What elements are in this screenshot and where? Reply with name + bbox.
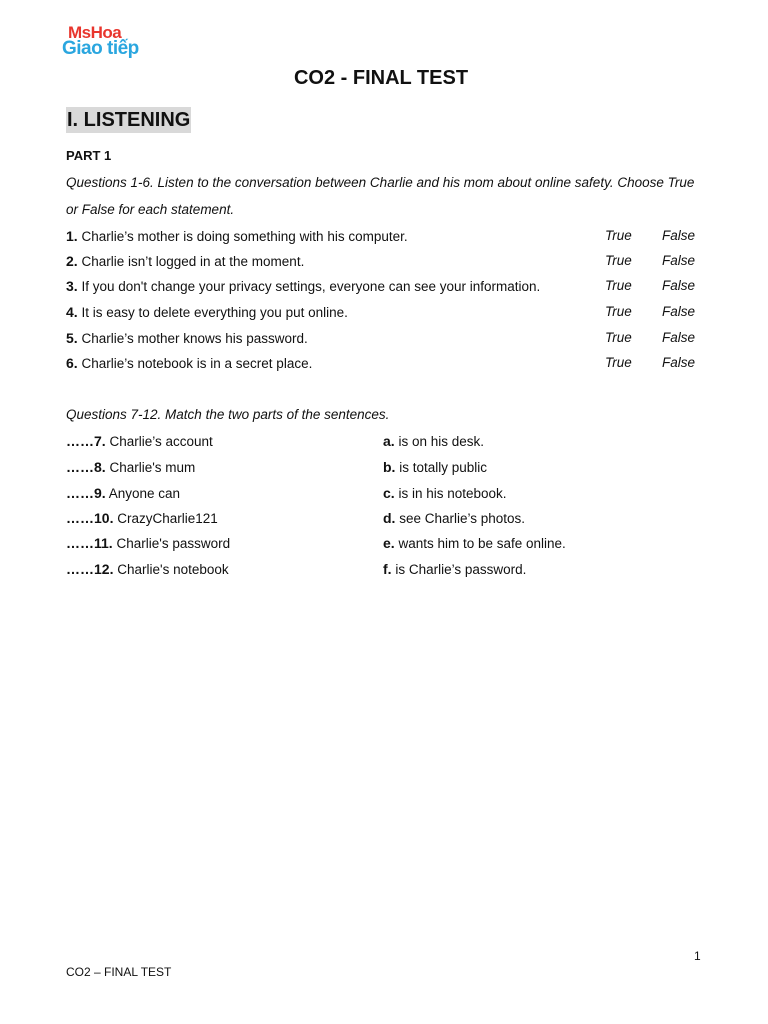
question-text: Charlie’s mother knows his password. xyxy=(81,331,308,346)
match-row xyxy=(66,482,706,504)
question-text: It is easy to delete everything you put online. xyxy=(81,305,348,320)
document-title: CO2 - FINAL TEST xyxy=(293,67,469,89)
true-option: True xyxy=(605,304,632,319)
match-left-number: ……12. xyxy=(66,561,114,577)
match-right-letter: a. xyxy=(383,433,395,449)
match-right-letter: b. xyxy=(383,459,396,475)
page-number: 1 xyxy=(694,949,701,963)
match-left-item xyxy=(66,558,229,581)
match-row xyxy=(66,456,706,478)
match-right-text: is in his notebook. xyxy=(398,486,507,501)
match-row xyxy=(66,430,706,452)
match-left-item xyxy=(66,507,218,530)
match-right-item xyxy=(383,430,484,453)
match-right-text: is Charlie’s password. xyxy=(395,562,527,577)
match-left-number: ……7. xyxy=(66,433,106,449)
question-text: Charlie isn’t logged in at the moment. xyxy=(81,254,305,269)
match-right-item xyxy=(383,507,525,530)
question-number: 1. xyxy=(66,228,78,244)
false-option: False xyxy=(662,228,696,243)
match-left-number: ……11. xyxy=(66,535,113,551)
tf-question-row xyxy=(66,352,706,374)
match-right-text: is totally public xyxy=(399,460,488,475)
match-left-text: Charlie's password xyxy=(116,536,231,551)
false-option: False xyxy=(662,304,696,319)
false-option: False xyxy=(662,330,696,345)
true-option: True xyxy=(605,228,632,243)
match-left-text: Charlie's notebook xyxy=(117,562,229,577)
question-text: Charlie’s mother is doing something with his computer. xyxy=(81,229,408,244)
true-option: True xyxy=(605,253,632,268)
match-right-text: is on his desk. xyxy=(398,434,484,449)
match-right-letter: d. xyxy=(383,510,396,526)
question-number: 6. xyxy=(66,355,78,371)
tf-question-row xyxy=(66,275,706,297)
match-left-item xyxy=(66,482,180,505)
true-option: True xyxy=(605,278,632,293)
question-number: 4. xyxy=(66,304,78,320)
false-option: False xyxy=(662,355,696,370)
match-left-text: Charlie's mum xyxy=(109,460,196,475)
match-right-item xyxy=(383,482,507,505)
part-label: PART 1 xyxy=(66,148,112,163)
question-text: Charlie’s notebook is in a secret place. xyxy=(81,356,313,371)
match-right-item xyxy=(383,532,566,555)
tf-question-row xyxy=(66,225,706,247)
logo-top-text: MsHoa xyxy=(68,23,122,42)
mshoa-logo xyxy=(62,24,146,64)
match-right-letter: e. xyxy=(383,535,395,551)
match-left-number: ……10. xyxy=(66,510,114,526)
match-row xyxy=(66,507,706,529)
match-left-text: Anyone can xyxy=(108,486,181,501)
match-right-item xyxy=(383,456,487,479)
false-option: False xyxy=(662,278,696,293)
true-option: True xyxy=(605,355,632,370)
match-left-item xyxy=(66,430,213,453)
match-right-letter: f. xyxy=(383,561,392,577)
instruction-matching: Questions 7-12. Match the two parts of the sentences. xyxy=(66,407,390,422)
question-number: 3. xyxy=(66,278,78,294)
false-option: False xyxy=(662,253,696,268)
logo-bottom-text: Giao tiếp xyxy=(62,38,139,59)
instruction-true-false: Questions 1-6. Listen to the conversation between Charlie and his mom about online safety. Choose True or False for each statement. xyxy=(66,175,695,217)
match-right-text: wants him to be safe online. xyxy=(398,536,566,551)
match-left-text: Charlie’s account xyxy=(109,434,213,449)
question-text: If you don't change your privacy settings, everyone can see your information. xyxy=(81,279,541,294)
question-number: 2. xyxy=(66,253,78,269)
tf-question-row xyxy=(66,327,706,349)
match-row xyxy=(66,532,706,554)
match-left-item xyxy=(66,456,195,479)
tf-question-row xyxy=(66,250,706,272)
tf-question-row xyxy=(66,301,706,323)
match-right-text: see Charlie’s photos. xyxy=(399,511,526,526)
question-number: 5. xyxy=(66,330,78,346)
match-left-item xyxy=(66,532,230,555)
match-row xyxy=(66,558,706,580)
match-right-letter: c. xyxy=(383,485,395,501)
section-heading: I. LISTENING xyxy=(67,109,191,131)
match-right-item xyxy=(383,558,526,581)
page-footer: CO2 – FINAL TEST xyxy=(66,965,172,979)
match-left-text: CrazyCharlie121 xyxy=(117,511,218,526)
true-option: True xyxy=(605,330,632,345)
match-left-number: ……9. xyxy=(66,485,106,501)
match-left-number: ……8. xyxy=(66,459,106,475)
